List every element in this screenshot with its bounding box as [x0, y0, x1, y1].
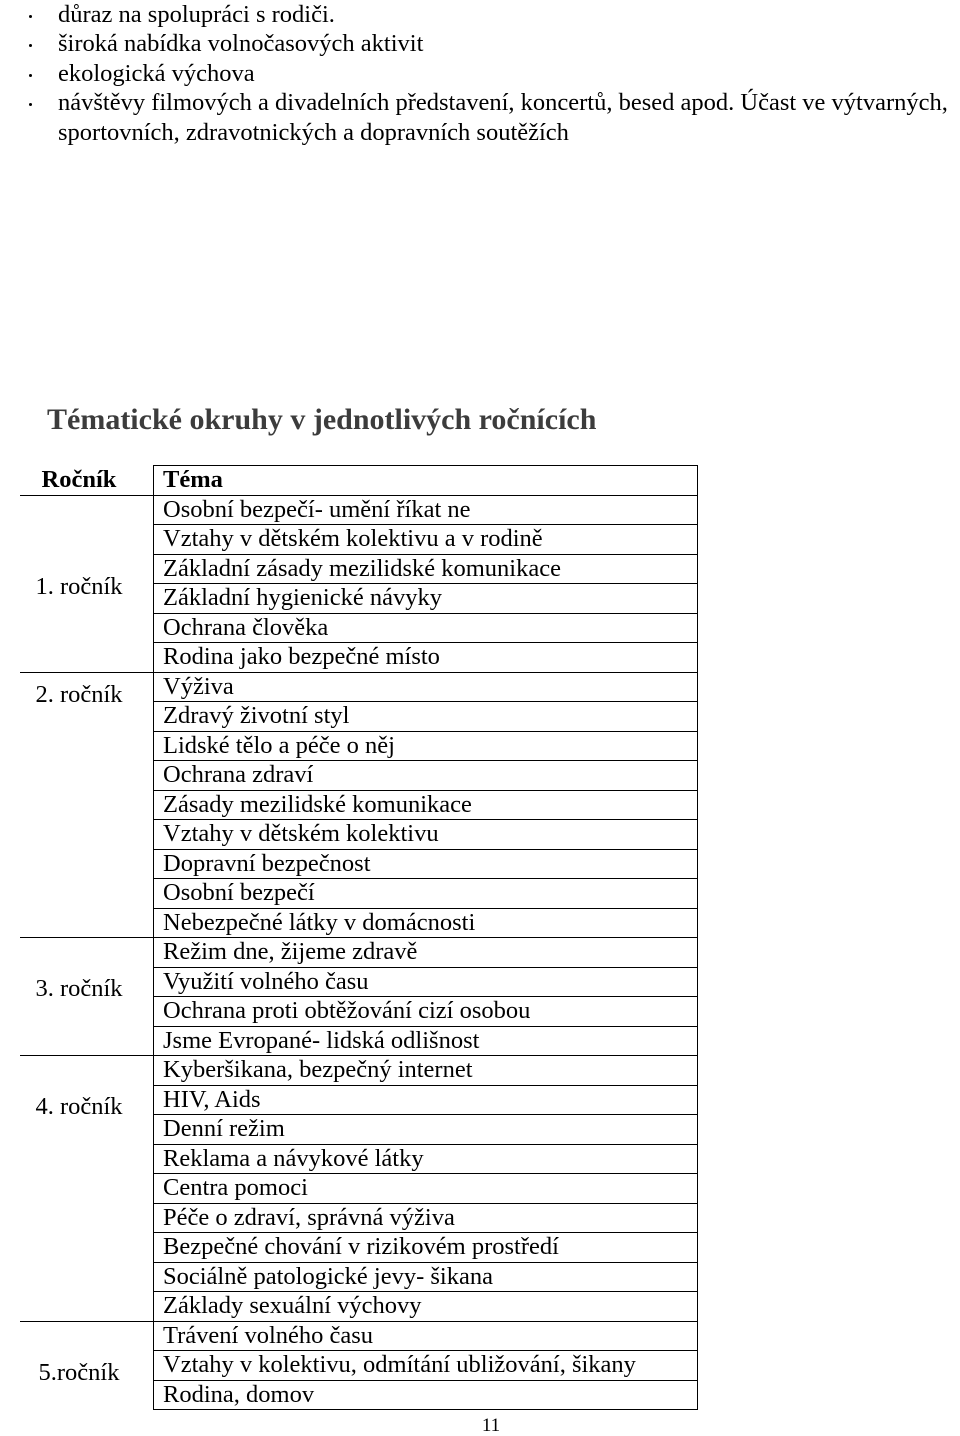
- topic-row: Jsme Evropané- lidská odlišnost: [154, 1027, 697, 1057]
- topic-row: Ochrana proti obtěžování cizí osobou: [154, 997, 697, 1027]
- grade-column: [20, 465, 154, 1410]
- topic-row: Rodina jako bezpečné místo: [154, 643, 697, 673]
- grade-column-header: Ročník: [41, 466, 117, 493]
- topic-row: Zásady mezilidské komunikace: [154, 791, 697, 821]
- topic-row: Základní hygienické návyky: [154, 584, 697, 614]
- topic-row: Vztahy v dětském kolektivu: [154, 820, 697, 850]
- bullet-icon: [29, 44, 32, 47]
- bullet-text: návštěvy filmových a divadelních představení, koncertů, besed apod. Účast ve výtvarných, sportovních, zdravotnických a dopravních soutěžích: [58, 89, 948, 146]
- topic-row: Centra pomoci: [154, 1174, 697, 1204]
- topic-row: Denní režim: [154, 1115, 697, 1145]
- grade-group: [20, 1321, 154, 1410]
- topic-row: Využití volného času: [154, 968, 697, 998]
- topic-row: Reklama a návykové látky: [154, 1145, 697, 1175]
- topic-row: Výživa: [154, 673, 697, 703]
- topic-row: Sociálně patologické jevy- šikana: [154, 1263, 697, 1293]
- topic-row: Vztahy v kolektivu, odmítání ubližování, šikany: [154, 1351, 697, 1381]
- topic-row: Nebezpečné látky v domácnosti: [154, 909, 697, 939]
- grade-label: 2. ročník: [35, 680, 123, 708]
- grade-group: [20, 672, 154, 938]
- section-heading: Tématické okruhy v jednotlivých ročnících: [47, 403, 597, 436]
- topic-row: Kyberšikana, bezpečný internet: [154, 1056, 697, 1086]
- topic-row: Rodina, domov: [154, 1381, 697, 1411]
- bullet-list: [0, 0, 960, 147]
- bullet-text: ekologická výchova: [58, 59, 255, 87]
- topic-row: Ochrana zdraví: [154, 761, 697, 791]
- bullet-icon: [29, 74, 32, 77]
- grade-label: 4. ročník: [35, 1093, 123, 1120]
- bullet-icon: [29, 15, 32, 18]
- topic-row: Režim dne, žijeme zdravě: [154, 938, 697, 968]
- grade-group: [20, 1055, 154, 1321]
- grade-group: [20, 937, 154, 1055]
- topic-column-header: Téma: [154, 466, 697, 496]
- grade-label: 5.ročník: [38, 1358, 120, 1386]
- bullet-item: [0, 0, 960, 29]
- grade-group: [20, 495, 154, 672]
- grade-label: 1. ročník: [35, 572, 123, 600]
- topic-row: Osobní bezpečí- umění říkat ne: [154, 496, 697, 526]
- topic-row: Dopravní bezpečnost: [154, 850, 697, 880]
- topic-row: HIV, Aids: [154, 1086, 697, 1116]
- topic-row: Trávení volného času: [154, 1322, 697, 1352]
- grade-label: 3. ročník: [35, 975, 123, 1002]
- bullet-icon: [29, 103, 32, 106]
- topic-row: Lidské tělo a péče o něj: [154, 732, 697, 762]
- topic-row: Péče o zdraví, správná výživa: [154, 1204, 697, 1234]
- bullet-text: důraz na spolupráci s rodiči.: [58, 1, 335, 28]
- topic-row: Zdravý životní styl: [154, 702, 697, 732]
- topic-row: Základní zásady mezilidské komunikace: [154, 555, 697, 585]
- topic-row: Bezpečné chování v rizikovém prostředí: [154, 1233, 697, 1263]
- topic-row: Osobní bezpečí: [154, 879, 697, 909]
- page-number: 11: [481, 1415, 501, 1436]
- bullet-item: [0, 59, 960, 88]
- topics-table: [153, 465, 698, 1410]
- bullet-item: [0, 88, 960, 147]
- bullet-item: [0, 29, 960, 58]
- topic-row: Vztahy v dětském kolektivu a v rodině: [154, 525, 697, 555]
- bullet-text: široká nabídka volnočasových aktivit: [58, 30, 424, 58]
- topic-row: Ochrana člověka: [154, 614, 697, 644]
- topic-row: Základy sexuální výchovy: [154, 1292, 697, 1322]
